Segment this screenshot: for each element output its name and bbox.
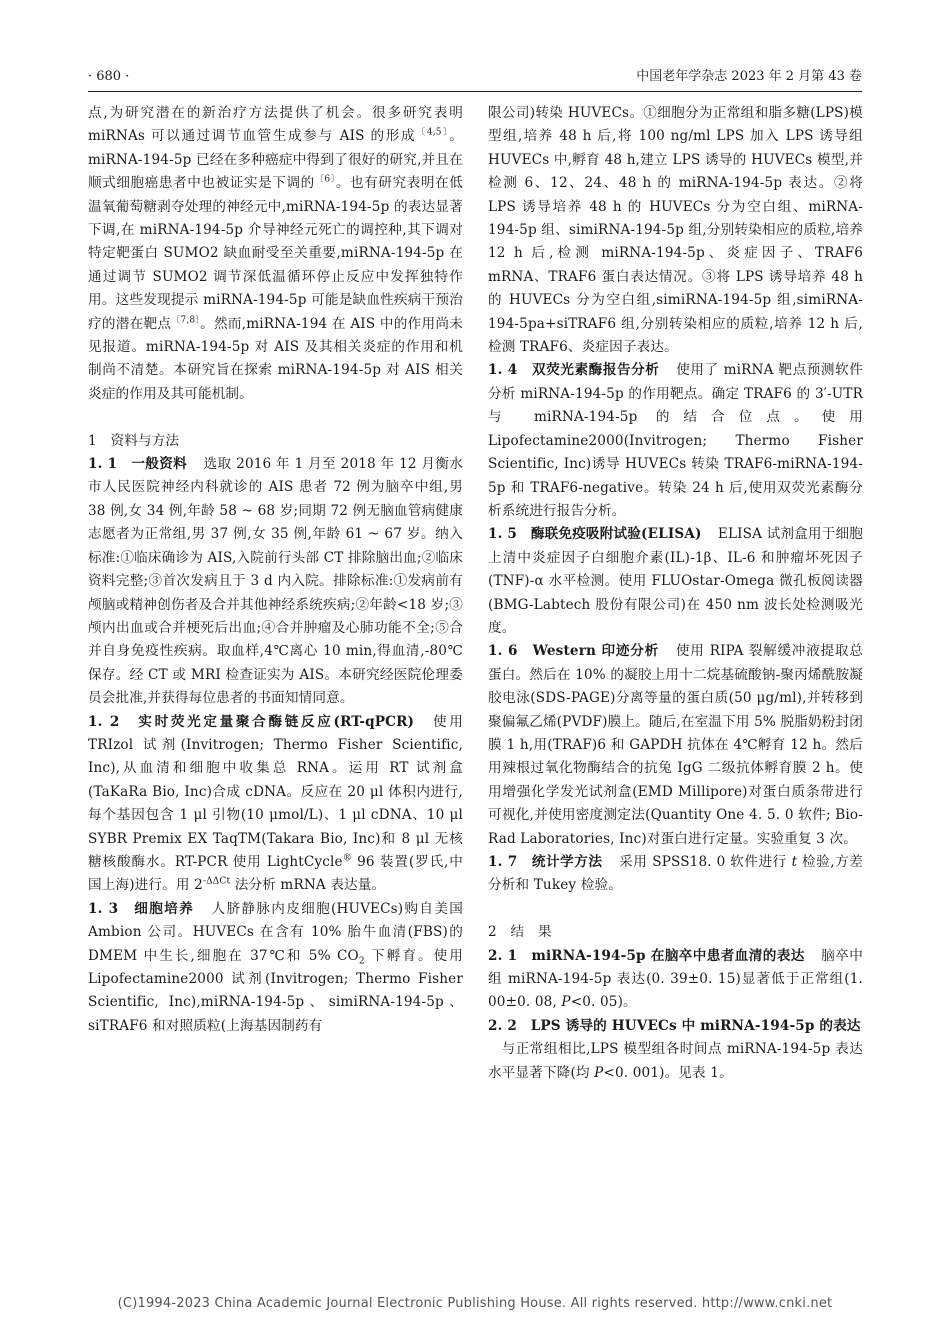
section-1-5: 1. 5 酶联免疫吸附试验(ELISA) ELISA 试剂盒用于细胞上清中炎症因子白细胞介素(IL)-1β、IL-6 和肿瘤坏死因子(TNF)-α 水平检测。使用 FLUOstar-Omega 微孔板阅读器(BMG-Labtech 股份有限公司)在 450 nm 波长处检测吸光度。: [488, 526, 863, 636]
citation: 〔4,5〕: [416, 127, 450, 138]
page-header: [88, 66, 862, 88]
section-2-1: 2. 1 miRNA-194-5p 在脑卒中患者血清的表达 脑卒中组 miRNA-194-5p 表达(0. 39±0. 15)显著低于正常组(1. 00±0. 08, P<0. 05)。: [488, 947, 863, 1011]
subsection-heading: 2. 2 LPS 诱导的 HUVECs 中 miRNA-194-5p 的表达: [488, 1017, 861, 1034]
section-2-2: 2. 2 LPS 诱导的 HUVECs 中 miRNA-194-5p 的表达 与正常组相比,LPS 模型组各时间点 miRNA-194-5p 表达水平显著下降(均 P<0. 001)。见表 1。: [488, 1017, 863, 1081]
subsection-heading: 1. 2 实时荧光定量聚合酶链反应(RT-qPCR): [88, 713, 415, 730]
subsection-heading: 1. 7 统计学方法: [488, 854, 603, 870]
copyright-footer: (C)1994-2023 China Academic Journal Electronic Publishing House. All rights reserved. http://www.cnki.net: [117, 1296, 833, 1311]
right-column: [488, 102, 863, 1085]
subsection-heading: 1. 4 双荧光素酶报告分析: [488, 362, 660, 379]
section-title-methods: 1 资料与方法: [88, 432, 180, 449]
section-title-results: 2 结 果: [488, 924, 552, 941]
subsection-heading: 1. 6 Western 印迹分析: [488, 643, 659, 660]
section-1-7: 1. 7 统计学方法 采用 SPSS18. 0 软件进行 t 检验,方差分析和 Tukey 检验。: [488, 854, 863, 894]
section-1-2: 1. 2 实时荧光定量聚合酶链反应(RT-qPCR) 使用 TRIzol 试剂(Invitrogen; Thermo Fisher Scientific, Inc),从血清和细胞中收集总 RNA。运用 RT 试剂盒(TaKaRa Bio, Inc)合成 cDNA。反应在 20 μl 体积内进行,每个基因包含 1 μl 引物(10 μmol/L)、1 μl cDNA、10 μl SYBR Premix EX TaqTM(Takara Bio, Inc)和 8 μl 无核糖核酸酶水。RT-PCR 使用 LightCycle® 96 装置(罗氏,中国上海)进行。用 $2^{-\Delta\Delta Ct}$ 法分析 mRNA 表达量。: [88, 713, 463, 894]
journal-issue: 中国老年学杂志 2023 年 2 月第 43 卷: [636, 69, 862, 84]
section-1-1: 1. 1 一般资料 选取 2016 年 1 月至 2018 年 12 月衡水市人民医院神经内科就诊的 AIS 患者 72 例为脑卒中组,男 38 例,女 34 例,年龄 58 ~ 68 岁;同期 72 例无脑血管病健康志愿者为正常组,男 37 例,女 35 例,年龄 61 ~ 67 岁。纳入标准:①临床确诊为 AIS,入院前行头部 CT 排除脑出血;②临床资料完整;③首次发病且于 3 d 内入院。排除标准:①发病前有颅脑或精神创伤者及合并其他神经系统疾病;②年龄<18 岁;③颅内出血或合并梗死后出血;④合并肿瘤及心肺功能不全;⑤合并自身免疫性疾病。取血样,4℃离心 10 min,得血清,-80℃保存。经 CT 或 MRI 检查证实为 AIS。本研究经医院伦理委员会批准,并获得每位患者的书面知情同意。: [88, 456, 464, 707]
section-1-6: 1. 6 Western 印迹分析 使用 RIPA 裂解缓冲液提取总蛋白。然后在 10% 的凝胶上用十二烷基硫酸钠-聚丙烯酰胺凝胶电泳(SDS-PAGE)分离等量的蛋白质(50 μg/ml),并转移到聚偏氟乙烯(PVDF)膜上。随后,在室温下用 5% 脱脂奶粉封闭膜 1 h,用(TRAF)6 和 GAPDH 抗体在 4℃孵育 12 h。然后用辣根过氧化物酶结合的抗兔 IgG 二级抗体孵育膜 2 h。使用增强化学发光试剂盒(EMD Millipore)对蛋白质条带进行可视化,并使用密度测定法(Quantity One 4. 5. 0 软件; Bio-Rad Laboratories, Inc)对蛋白进行定量。实验重复 3 次。: [488, 643, 863, 847]
citation: 〔6〕: [314, 174, 336, 185]
left-column: [88, 102, 463, 1038]
subsection-heading: 1. 1 一般资料: [88, 456, 188, 473]
header-rule: [88, 91, 862, 92]
section-1-3-continued: 限公司)转染 HUVECs。①细胞分为正常组和脂多糖(LPS)模型组,培养 48 h 后,将 100 ng/ml LPS 加入 LPS 诱导组 HUVECs 中,孵育 48 h,建立 LPS 诱导的 HUVECs 模型,并检测 6、12、24、48 h 的 miRNA-194-5p 表达。②将 LPS 诱导培养 48 h 的 HUVECs 分为空白组、miRNA-194-5p 组、simiRNA-194-5p 组,分别转染相应的质粒,培养 12 h 后,检测 miRNA-194-5p、炎症因子、TRAF6 mRNA、TRAF6 蛋白表达情况。③将 LPS 诱导培养 48 h 的 HUVECs 分为空白组,simiRNA-194-5p 组,simiRNA-194-5pa+siTRAF6 组,分别转染相应的质粒,培养 12 h 后,检测 TRAF6、炎症因子表达。: [488, 105, 863, 356]
subsection-heading: 2. 1 miRNA-194-5p 在脑卒中患者血清的表达: [488, 947, 805, 964]
page-number: · 680 ·: [88, 69, 130, 84]
section-1-4: 1. 4 双荧光素酶报告分析 使用了 miRNA 靶点预测软件分析 miRNA-194-5p 的作用靶点。确定 TRAF6 的 3′-UTR 与 miRNA-194-5p 的结合位点。使用 Lipofectamine2000(Invitrogen; Thermo Fisher Scientific, Inc)诱导 HUVECs 转染 TRAF6-miRNA-194-5p 和 TRAF6-negative。转染 24 h 后,使用双荧光素酶分析系统进行报告分析。: [488, 362, 863, 519]
section-1-3: 1. 3 细胞培养 人脐静脉内皮细胞(HUVECs)购自美国 Ambion 公司。HUVECs 在含有 10% 胎牛血清(FBS)的 DMEM 中生长,细胞在 37℃和 5% $CO_2$ 下孵育。使用 Lipofectamine2000 试剂(Invitrogen; Thermo Fisher Scientific, Inc),miRNA-194-5p、simiRNA-194-5p、siTRAF6 和对照质粒(上海基因制药有: [88, 900, 463, 1034]
subsection-heading: 1. 3 细胞培养: [88, 900, 195, 917]
subsection-heading: 1. 5 酶联免疫吸附试验(ELISA): [488, 526, 702, 543]
citation: 〔7,8〕: [171, 315, 201, 326]
intro-paragraph: 点,为研究潜在的新治疗方法提供了机会。很多研究表明 miRNAs 可以通过调节血管生成参与 AIS 的形成$^{〔4,5〕}$。miRNA-194-5p 已经在多种癌症中得到了很好的研究,并且在顺式细胞癌患者中也被证实是下调的$^{〔6〕}$。也有研究表明在低温氧葡萄糖剥夺处理的神经元中,miRNA-194-5p 的表达显著下调,在 miRNA-194-5p 介导神经元死亡的调控种,其下调对特定靶蛋白 SUMO2 缺血耐受至关重要,miRNA-194-5p 在通过调节 SUMO2 调节深低温循环停止反应中发挥独特作用。这些发现提示 miRNA-194-5p 可能是缺血性疾病干预治疗的潜在靶点$^{〔7,8〕}$。然而,miRNA-194 在 AIS 中的作用尚未见报道。miRNA-194-5p 对 AIS 及其相关炎症的作用和机制尚不清楚。本研究旨在探索 miRNA-194-5p 对 AIS 相关炎症的作用及其可能机制。: [88, 105, 463, 402]
